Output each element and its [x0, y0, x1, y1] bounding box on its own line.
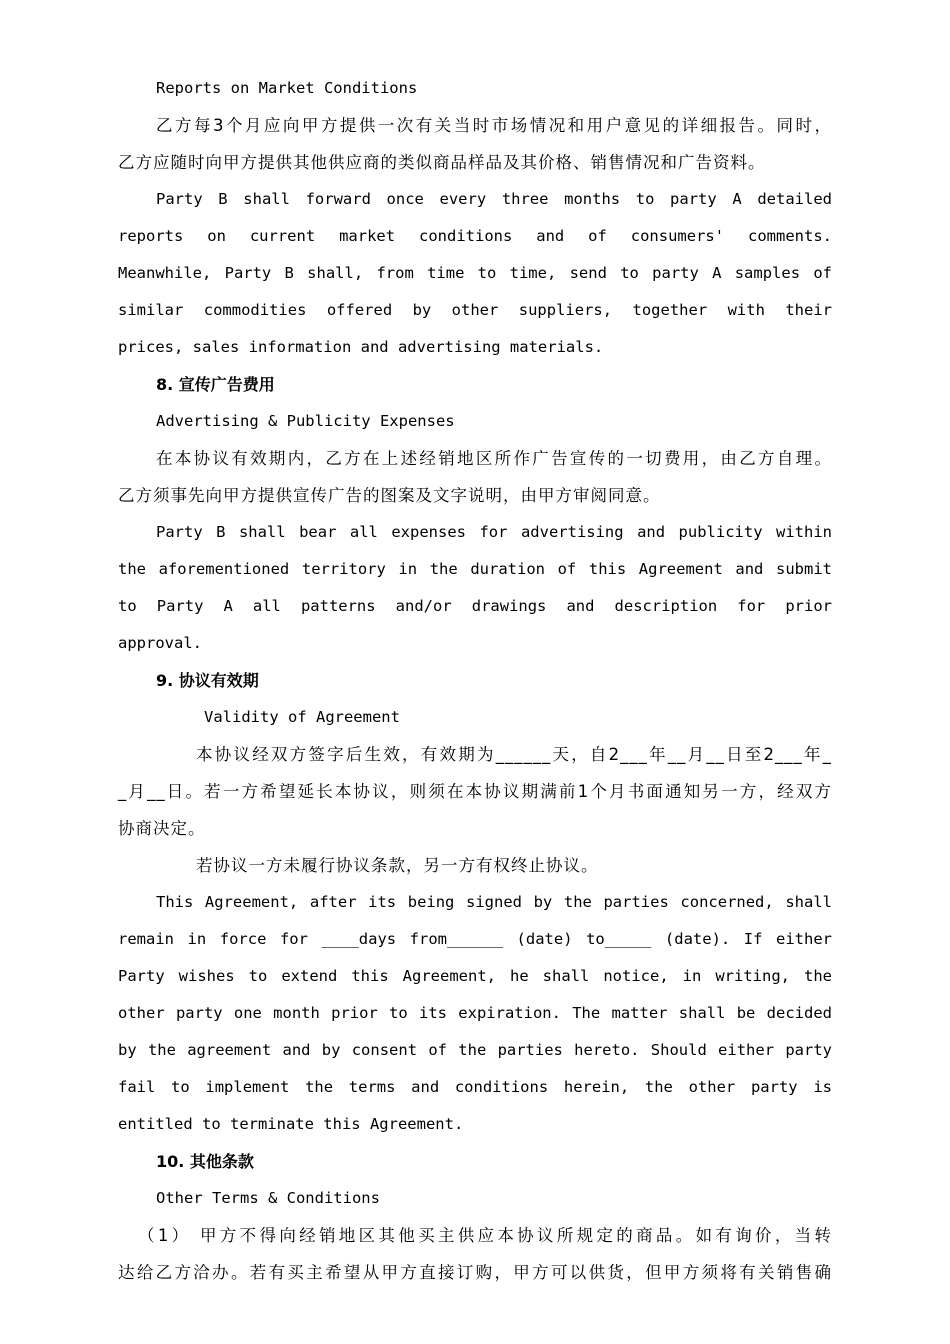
paragraph-line: 乙方须事先向甲方提供宣传广告的图案及文字说明，由甲方审阅同意。	[118, 486, 661, 505]
paragraph-line: Meanwhile, Party B shall, from time to time, send to party A samples of	[118, 264, 832, 282]
section-heading: 8. 宣传广告费用	[156, 375, 275, 394]
paragraph-line: entitled to terminate this Agreement.	[118, 1115, 464, 1133]
paragraph-line: Party wishes to extend this Agreement, he shall notice, in writing, the	[118, 967, 832, 985]
paragraph-line: 达给乙方洽办。若有买主希望从甲方直接订购，甲方可以供货，但甲方须将有关销售确	[118, 1263, 832, 1282]
section-title-en: Validity of Agreement	[204, 708, 400, 726]
paragraph-line: （1） 甲方不得向经销地区其他买主供应本协议所规定的商品。如有询价，当转	[138, 1226, 832, 1245]
paragraph-line: by the agreement and by consent of the parties hereto. Should either party	[118, 1041, 832, 1059]
paragraph-line: _月__日。若一方希望延长本协议，则须在本协议期满前1个月书面通知另一方，经双方	[118, 782, 832, 801]
paragraph-line: to Party A all patterns and/or drawings and description for prior	[118, 597, 832, 615]
section-heading: 9. 协议有效期	[156, 671, 259, 690]
paragraph-line: 在本协议有效期内，乙方在上述经销地区所作广告宣传的一切费用，由乙方自理。	[156, 449, 832, 468]
paragraph-line: prices, sales information and advertising materials.	[118, 338, 604, 356]
section-title-en: Reports on Market Conditions	[156, 79, 418, 97]
paragraph-line: other party one month prior to its expiration. The matter shall be decided	[118, 1004, 832, 1022]
paragraph-line: similar commodities offered by other suppliers, together with their	[118, 301, 832, 319]
paragraph-line: This Agreement, after its being signed by the parties concerned, shall	[156, 893, 832, 911]
document-page	[118, 70, 832, 1291]
paragraph-line: reports on current market conditions and of consumers' comments.	[118, 227, 832, 245]
section-heading: 10. 其他条款	[156, 1152, 254, 1171]
section-title-en: Other Terms & Conditions	[156, 1189, 380, 1207]
paragraph-line: 若协议一方未履行协议条款，另一方有权终止协议。	[196, 856, 599, 875]
paragraph-line: Party B shall bear all expenses for advertising and publicity within	[156, 523, 832, 541]
paragraph-line: Party B shall forward once every three months to party A detailed	[156, 190, 832, 208]
paragraph-line: 本协议经双方签字后生效，有效期为______天，自2___年__月__日至2___年_	[196, 745, 832, 764]
paragraph-line: approval.	[118, 634, 202, 652]
paragraph-line: 乙方应随时向甲方提供其他供应商的类似商品样品及其价格、销售情况和广告资料。	[118, 153, 766, 172]
paragraph-line: fail to implement the terms and conditions herein, the other party is	[118, 1078, 832, 1096]
paragraph-line: 协商决定。	[118, 819, 206, 838]
section-title-en: Advertising & Publicity Expenses	[156, 412, 455, 430]
paragraph-line: 乙方每3个月应向甲方提供一次有关当时市场情况和用户意见的详细报告。同时，	[156, 116, 832, 135]
paragraph-line: remain in force for ____days from______ (date) to_____ (date). If either	[118, 930, 832, 948]
paragraph-line: the aforementioned territory in the duration of this Agreement and submit	[118, 560, 832, 578]
